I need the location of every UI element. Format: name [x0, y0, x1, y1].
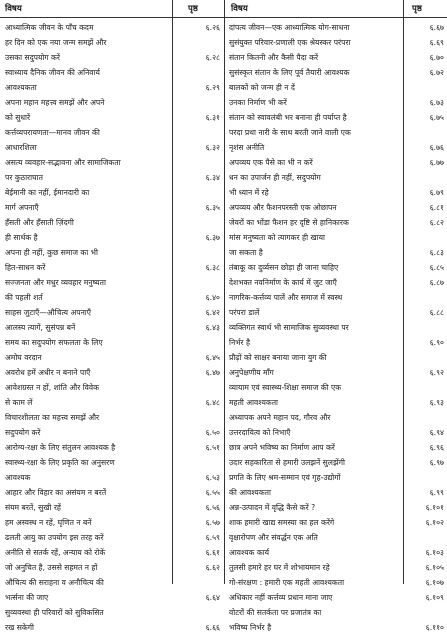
- toc-entry-page: ६.८२: [429, 218, 444, 227]
- toc-entry-title: महती आवश्यकता: [229, 398, 279, 407]
- toc-entry-title: औचित्य की सराहना व अनौचित्य की: [5, 578, 104, 587]
- toc-entry: [0, 305, 224, 320]
- toc-entry-page: ६.४२: [205, 308, 220, 317]
- toc-entry-page: ६.५६: [205, 503, 220, 512]
- toc-entry-page: ६.१०७: [425, 578, 444, 587]
- toc-entry: [224, 50, 447, 65]
- toc-entry-page: ६.९७: [429, 458, 444, 467]
- toc-entry-title: आवेशग्रस्त न हों, शांति और विवेक: [5, 383, 99, 392]
- toc-entry-title: प्रगति के लिए श्रम-सम्मान एवं गृह-उद्योगों: [229, 473, 341, 482]
- toc-entry: [0, 275, 224, 290]
- toc-entry-title: को सुधारें: [5, 113, 31, 122]
- toc-entry-page: ६.१०३: [425, 548, 444, 557]
- toc-entry: [0, 590, 224, 605]
- toc-entry: [224, 35, 447, 50]
- toc-entry: [224, 200, 447, 215]
- toc-entry: [0, 560, 224, 575]
- toc-entry: [224, 605, 447, 620]
- toc-entry-title: ढलती आयु का उपयोग इस तरह करें: [5, 533, 104, 542]
- toc-entry-title: पर कुठाराघात: [5, 173, 43, 182]
- toc-entry-title: दांपत्य जीवन—एक आध्यात्मिक योग-साधना: [229, 23, 350, 32]
- toc-entry-title: तंबाकू का दुर्व्यसन छोड़ा ही जाना चाहिए: [229, 263, 339, 272]
- toc-entry: [0, 470, 224, 485]
- toc-entry-title: स्वाध्याय दैनिक जीवन की अनिवार्य: [5, 68, 100, 77]
- toc-entry-title: देशभक्त नवनिर्माण के कार्य में जुट जाएँ: [229, 278, 337, 287]
- toc-entry: [224, 530, 447, 545]
- toc-entry-page: ६.३४: [205, 173, 220, 182]
- toc-entry-page: ६.७०: [429, 53, 444, 62]
- toc-entry: [224, 320, 447, 335]
- toc-entry: [0, 365, 224, 380]
- toc-entry-title: संयम बरतें, सुखी रहें: [5, 503, 61, 512]
- toc-entry-title: भविष्य निर्भर है: [229, 623, 272, 632]
- toc-entry-page: ६.७९: [429, 188, 444, 197]
- toc-entry-page: ६.५९: [205, 533, 220, 542]
- toc-entry: [0, 455, 224, 470]
- toc-entry-page: ६.६२: [205, 563, 220, 572]
- toc-entry-title: अवरोध हमें अधीर न बनाने पाएँ: [5, 368, 91, 377]
- toc-entry: [0, 185, 224, 200]
- toc-entry-title: नागरिक-कर्त्तव्य पालें और समाज में स्वस्थ: [229, 293, 343, 302]
- toc-entry-page: ६.८१: [429, 203, 444, 212]
- toc-entry: [224, 245, 447, 260]
- toc-entry-title: संतान कितनी और कैसी पैदा करें: [229, 53, 319, 62]
- toc-entry: [224, 260, 447, 275]
- toc-entry-page: ६.४७: [205, 368, 220, 377]
- toc-entry-title: साहस जुटाएँ—औचित्य अपनाएँ: [5, 308, 91, 317]
- toc-entry: [224, 410, 447, 425]
- toc-entry: [0, 140, 224, 155]
- toc-entry-page: ६.७६: [429, 143, 444, 152]
- toc-entry-title: सुसंस्कृत संतान के लिए पूर्व तैयारी आवश्यक: [229, 68, 350, 77]
- toc-entry-page: ६.२८: [205, 53, 220, 62]
- toc-entry-title: असत्य व्यवहार-सद्भावना और सामाजिकता: [5, 158, 121, 167]
- toc-entry: [0, 50, 224, 65]
- toc-entry: [0, 110, 224, 125]
- toc-entry-title: सुसंयुक्त परिवार-प्रणाली एक श्रेयस्कर परंपरा: [229, 38, 351, 47]
- toc-entry-page: ६.७२: [429, 68, 444, 77]
- toc-entry-title: परंपरा डालें: [229, 308, 260, 317]
- toc-entry-page: ६.८३: [429, 248, 444, 257]
- toc-entry: [0, 95, 224, 110]
- toc-entry-title: विचारशीलता का महत्त्व समझें और: [5, 413, 100, 422]
- toc-entry: [224, 125, 447, 140]
- toc-entry-page: ६.२६: [205, 23, 220, 32]
- toc-entry-title: हँसती और हँसाती ज़िंदगी: [5, 218, 74, 227]
- toc-entry: [224, 470, 447, 485]
- toc-entry: [0, 410, 224, 425]
- toc-entry: [0, 230, 224, 245]
- toc-entry: [224, 335, 447, 350]
- toc-entry-title: हम अस्वस्थ न रहें, घृणित न बनें: [5, 518, 92, 527]
- toc-entry-page: ६.९९: [429, 488, 444, 497]
- toc-entry-page: ६.४८: [205, 398, 220, 407]
- toc-entry: [0, 215, 224, 230]
- toc-entry-title: बालकों को जन्म ही न दें: [229, 83, 295, 92]
- toc-entry: [0, 515, 224, 530]
- toc-entry-title: जा सकता है: [229, 248, 263, 257]
- toc-entry-title: अनीति से सतर्क रहें, अन्याय को रोकें: [5, 548, 106, 557]
- toc-entry-page: ६.१०१: [425, 503, 444, 512]
- toc-entry-title: स्वास्थ्य-रक्षा के लिए प्रकृति का अनुसरण: [5, 458, 115, 467]
- page-column-divider: [172, 0, 173, 584]
- toc-entry-title: जेवरों का भोंडा फैशन हर दृष्टि से हानिकारक: [229, 218, 349, 227]
- toc-entry: [0, 245, 224, 260]
- toc-entry-title: भर्त्सना की जाए: [5, 593, 49, 602]
- toc-entry-title: वृक्षारोपण और संवर्द्धन एक अति: [229, 533, 318, 542]
- toc-entry-page: ६.६६: [205, 623, 220, 632]
- toc-entry-title: आधारशिला: [5, 143, 37, 152]
- toc-entry: [224, 305, 447, 320]
- toc-entry-title: अपव्यय एक पैसे का भी न करें: [229, 158, 313, 167]
- toc-entry-page: ६.३८: [205, 263, 220, 272]
- toc-entry-page: ६.२९: [205, 83, 220, 92]
- toc-entry: [224, 500, 447, 515]
- toc-entry-title: शाक हमारी खाद्य समस्या का हल करेंगे: [229, 518, 335, 527]
- toc-entry: [0, 65, 224, 80]
- toc-entry: [224, 65, 447, 80]
- toc-entry: [224, 365, 447, 380]
- toc-entry-page: ६.४३: [205, 323, 220, 332]
- toc-entry: [0, 125, 224, 140]
- toc-entry-title: उत्तरदायित्व को निभाएँ: [229, 428, 291, 437]
- toc-entry: [0, 290, 224, 305]
- toc-entry: [224, 185, 447, 200]
- toc-entry-page: ६.६७: [429, 23, 444, 32]
- toc-entry: [224, 290, 447, 305]
- toc-entry: [0, 80, 224, 95]
- toc-entry-title: बेईमानी का नहीं, ईमानदारी का: [5, 188, 90, 197]
- toc-column-right: [224, 0, 447, 632]
- toc-entry-title: अन्न-उत्पादन में वृद्धि कैसे करें ?: [229, 503, 316, 512]
- toc-entry-title: नृशंस अनीति: [229, 143, 265, 152]
- toc-entry: [224, 560, 447, 575]
- toc-entry-title: हित-साधन करें: [5, 263, 46, 272]
- toc-entry: [0, 350, 224, 365]
- toc-entry-title: गो-संरक्षण : हमारी एक महती आवश्यकता: [229, 578, 345, 587]
- toc-entry-page: ६.९६: [429, 443, 444, 452]
- toc-entry: [224, 80, 447, 95]
- toc-entry: [0, 260, 224, 275]
- toc-entry-title: आवश्यकता: [5, 83, 37, 92]
- toc-list-left: [0, 20, 224, 635]
- toc-entry: [0, 170, 224, 185]
- toc-entry-title: निर्भर है: [229, 338, 251, 347]
- toc-entry-page: ६.९०: [429, 338, 444, 347]
- toc-entry: [224, 140, 447, 155]
- toc-entry-title: उनका निर्माण भी करें: [229, 98, 287, 107]
- toc-entry: [0, 575, 224, 590]
- page-column-divider: [403, 0, 404, 584]
- toc-entry-title: रख सकेगी: [5, 623, 34, 632]
- toc-entry-title: अपना ही नहीं, कुछ समाज का भी: [5, 248, 98, 257]
- page-header: पृष्ठ: [412, 4, 422, 14]
- toc-entry-title: प्रौढ़ों को साक्षर बनाया जाना युग की: [229, 353, 327, 362]
- toc-column-left: [0, 0, 224, 632]
- toc-entry-title: सुव्यवस्था ही परिवारों को सुविकसित: [5, 608, 104, 617]
- toc-entry: [0, 530, 224, 545]
- toc-entry: [224, 620, 447, 635]
- toc-entry-page: ६.९२: [429, 368, 444, 377]
- toc-entry-title: तुलसी हमारे हर घर में शोभायमान रहे: [229, 563, 330, 572]
- toc-entry-page: ६.७७: [429, 158, 444, 167]
- toc-entry-title: सज्जनता और मधुर व्यवहार मनुष्यता: [5, 278, 106, 287]
- toc-entry-page: ६.५०: [205, 428, 220, 437]
- toc-entry-page: ६.३१: [205, 113, 220, 122]
- toc-entry-title: आहार और विहार का असंयम न बरतें: [5, 488, 107, 497]
- toc-entry-page: ६.६९: [429, 38, 444, 47]
- toc-entry: [0, 155, 224, 170]
- toc-entry: [0, 35, 224, 50]
- subject-header: विषय: [5, 4, 22, 14]
- toc-entry: [0, 545, 224, 560]
- toc-entry: [0, 620, 224, 635]
- toc-entry-page: ६.५५: [205, 488, 220, 497]
- toc-entry-title: से काम लें: [5, 398, 33, 407]
- toc-entry: [0, 485, 224, 500]
- toc-entry: [0, 200, 224, 215]
- toc-entry-title: हर दिन को एक नया जन्म समझें और: [5, 38, 107, 47]
- toc-entry: [224, 590, 447, 605]
- toc-entry: [224, 20, 447, 35]
- toc-entry-title: उदार सहकारिता से हमारी उलझनें सुलझेंगी: [229, 458, 345, 467]
- toc-entry-page: ६.८५: [429, 263, 444, 272]
- toc-entry-title: उसका सदुपयोग करें: [5, 53, 60, 62]
- toc-entry-title: ही सार्थक है: [5, 233, 38, 242]
- toc-entry-title: अध्यापक अपने महान पद, गौरव और: [229, 413, 331, 422]
- toc-entry: [224, 380, 447, 395]
- toc-entry: [224, 485, 447, 500]
- toc-entry: [0, 380, 224, 395]
- toc-entry-page: ६.५३: [205, 473, 220, 482]
- toc-entry: [224, 440, 447, 455]
- toc-entry-page: ६.१०२: [425, 518, 444, 527]
- toc-entry-title: अपना महान महत्त्व समझें और अपने: [5, 98, 105, 107]
- toc-entry-title: आरोग्य-रक्षा के लिए संतुलन आवश्यक है: [5, 443, 116, 452]
- subject-header: विषय: [231, 4, 248, 14]
- toc-entry-title: मांस मनुष्यता को त्यागकर ही खाया: [229, 233, 325, 242]
- toc-entry: [224, 110, 447, 125]
- toc-entry-page: ६.७३: [429, 98, 444, 107]
- toc-entry-title: समय का सदुपयोग सफलता के लिए: [5, 338, 103, 347]
- toc-entry: [0, 425, 224, 440]
- toc-entry-title: अनुपेक्षणीय माँग: [229, 368, 274, 377]
- toc-entry-page: ६.३५: [205, 203, 220, 212]
- column-header: [224, 0, 447, 18]
- toc-entry-title: आवश्यक: [5, 473, 31, 482]
- toc-entry: [224, 455, 447, 470]
- toc-entry-page: ६.८८: [429, 308, 444, 317]
- toc-entry-title: संतान को स्वावलंबी भर बनाना ही पर्याप्त है: [229, 113, 347, 122]
- toc-entry-page: ६.६१: [205, 548, 220, 557]
- toc-entry-page: ६.७५: [429, 113, 444, 122]
- toc-entry: [0, 500, 224, 515]
- toc-entry-title: अमोघ वरदान: [5, 353, 42, 362]
- toc-entry-title: वोटरों की सतर्कता पर प्रजातंत्र का: [229, 608, 322, 617]
- toc-entry-page: ६.९४: [429, 428, 444, 437]
- toc-entry: [0, 395, 224, 410]
- column-header: [0, 0, 224, 18]
- toc-entry-title: परदा प्रथा नारी के साथ बरती जाने वाली एक: [229, 128, 351, 137]
- toc-entry-title: व्यायाम एवं स्वास्थ्य-शिक्षा समाज की एक: [229, 383, 342, 392]
- toc-entry-title: की पहली शर्त: [5, 293, 43, 302]
- toc-entry-page: ६.४०: [205, 293, 220, 302]
- toc-entry-title: आलस्य त्यागें, सुसंपन्न बनें: [5, 323, 76, 332]
- toc-entry-page: ६.३२: [205, 143, 220, 152]
- toc-entry: [0, 440, 224, 455]
- toc-entry-page: ६.१०९: [425, 593, 444, 602]
- toc-entry: [0, 320, 224, 335]
- toc-list-right: [224, 20, 447, 635]
- toc-entry: [224, 515, 447, 530]
- toc-entry: [224, 350, 447, 365]
- toc-entry: [0, 605, 224, 620]
- toc-entry-page: ६.९३: [429, 398, 444, 407]
- toc-entry: [224, 275, 447, 290]
- toc-entry: [224, 425, 447, 440]
- toc-entry-page: ६.५१: [205, 443, 220, 452]
- toc-entry-title: अधिकार नहीं कर्त्तव्य प्रधान माना जाए: [229, 593, 333, 602]
- toc-entry-page: ६.६४: [205, 593, 220, 602]
- toc-entry-title: की आवश्यकता: [229, 488, 271, 497]
- toc-entry-title: छात्र अपने भविष्य का निर्माण आप करें: [229, 443, 335, 452]
- toc-entry: [224, 575, 447, 590]
- toc-entry-page: ६.५७: [205, 518, 220, 527]
- toc-entry-page: ६.८७: [429, 278, 444, 287]
- toc-entry: [224, 170, 447, 185]
- toc-entry-page: ६.४५: [205, 353, 220, 362]
- toc-entry-title: धन का उपार्जन ही नहीं, सदुपयोग: [229, 173, 321, 182]
- toc-entry-title: अपव्यय और फैशनपरस्ती एक ओछापन: [229, 203, 337, 212]
- toc-entry-title: जो अनुचित है, उससे सहमत न हों: [5, 563, 98, 572]
- toc-entry: [224, 155, 447, 170]
- toc-entry: [224, 230, 447, 245]
- toc-entry: [224, 215, 447, 230]
- toc-entry-title: आवश्यक कार्य: [229, 548, 270, 557]
- toc-entry-title: आध्यात्मिक जीवन के पाँच कदम: [5, 23, 94, 32]
- toc-entry-title: भी ध्यान में रहे: [229, 188, 269, 197]
- toc-entry-title: सदुपयोग करें: [5, 428, 41, 437]
- toc-entry: [224, 95, 447, 110]
- toc-entry: [0, 335, 224, 350]
- toc-entry: [0, 20, 224, 35]
- page-header: पृष्ठ: [188, 4, 198, 14]
- toc-entry: [224, 545, 447, 560]
- toc-entry-title: मार्ग अपनाएँ: [5, 203, 39, 212]
- toc-entry-page: ६.३७: [205, 233, 220, 242]
- toc-entry: [224, 395, 447, 410]
- toc-entry-page: ६.११०: [425, 623, 444, 632]
- toc-entry-page: ६.१०५: [425, 563, 444, 572]
- toc-entry-title: व्यक्तिगत स्वार्थ भी सामाजिक सुव्यवस्था पर: [229, 323, 349, 332]
- toc-entry-title: कर्त्तव्यपरायणता—मानव जीवन की: [5, 128, 100, 137]
